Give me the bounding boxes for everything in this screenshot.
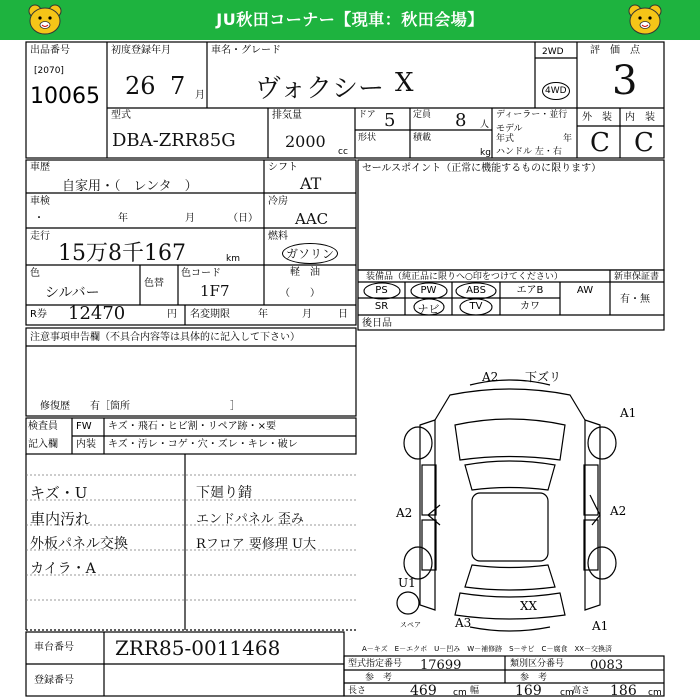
reg-no-label: 登録番号 — [34, 675, 74, 686]
shift-label: シフト — [268, 162, 298, 173]
displacement-value: 2000 — [285, 132, 326, 151]
lot-label: 出品番号 — [30, 45, 70, 56]
load-label: 積載 — [413, 133, 432, 143]
reg-month-unit: 月 — [195, 90, 205, 101]
handwritten-left-4: カイラ・A — [30, 561, 96, 577]
dealer-label: ディーラー・並行 — [496, 110, 568, 120]
shape-label: 形状 — [358, 133, 377, 143]
fuel-gas: ガソリン — [282, 243, 338, 264]
height-value: 186 — [610, 683, 637, 699]
length-value: 469 — [410, 683, 437, 699]
model-year-label: モデル 年式 — [496, 124, 523, 144]
mark-a3-rear: A3 — [455, 616, 472, 630]
ac-label: 冷房 — [268, 196, 288, 207]
length-label: 長さ — [348, 686, 367, 696]
reg-year: 26 — [125, 72, 156, 100]
equip-ps: PS — [375, 285, 388, 296]
mileage-value: 15万8千167 — [58, 241, 186, 266]
transfer-year: 年 — [258, 309, 268, 320]
interior-label: 内 装 — [625, 112, 655, 123]
interior-insp-items: キズ・汚レ・コゲ・穴・ズレ・キレ・破レ — [108, 439, 298, 450]
handwritten-right-1: 下廻り錆 — [196, 485, 252, 501]
recycle-yen: 円 — [167, 309, 177, 320]
name-label: 車名・グレード — [211, 45, 281, 56]
equip-pw: PW — [420, 285, 437, 296]
class-value: 0083 — [590, 658, 624, 673]
height-unit: cm — [648, 688, 662, 698]
repair-label: 修復歴 有［箇所 ］ — [40, 401, 240, 412]
lot-sub: [2070] — [34, 66, 64, 76]
car-diagram — [360, 365, 665, 635]
car-name: ヴォクシー — [255, 74, 384, 104]
kg-unit: kg — [480, 148, 491, 158]
drive-2wd: 2WD — [542, 47, 564, 57]
damage-legend: A－キズ E－エクボ U－凹み W－補修跡 S－サビ C－腐食 XX－交換済 — [362, 645, 613, 653]
banner-title: JU秋田コーナー【現車：秋田会場】 — [216, 10, 484, 29]
drive-4wd: 4WD — [542, 82, 570, 100]
aftermarket-label: 後日品 — [362, 318, 392, 329]
type-cert-value: 17699 — [420, 658, 462, 673]
rating-value: 3 — [612, 58, 638, 104]
handwritten-right-3: Rフロア 要修理 U大 — [196, 537, 317, 552]
warranty-value: 有・無 — [620, 294, 650, 305]
warranty-label: 新車保証書 — [614, 272, 660, 282]
chassis-value: ZRR85-0011468 — [115, 636, 281, 660]
width-unit: cm — [560, 688, 574, 698]
type-cert-ref: 参 考 — [365, 673, 393, 683]
model-label: 型式 — [111, 110, 131, 121]
spare-label: スペア — [400, 621, 421, 629]
capacity-label: 定員 — [413, 110, 432, 120]
door-value: 5 — [384, 110, 396, 131]
notes-label: 注意事項申告欄（不具合内容等は具体的に記入して下さい） — [30, 332, 300, 343]
mark-u1-spare: U1 — [398, 576, 416, 590]
mark-a2-right: A2 — [610, 504, 627, 518]
equip-abs: ABS — [466, 285, 486, 296]
mark-a2-left: A2 — [396, 506, 413, 520]
displacement-label: 排気量 — [272, 110, 302, 121]
mileage-label: 走行 — [30, 231, 50, 242]
inspector-label1: 検査員 — [28, 421, 58, 432]
interior-value: C — [634, 128, 654, 158]
equipment-label: 装備品（純正品に限りへ○印をつけてください） — [366, 272, 563, 282]
color-label: 色 — [30, 268, 40, 279]
fw-label: FW — [76, 421, 92, 432]
equip-tv: TV — [469, 301, 483, 312]
width-label: 幅 — [470, 686, 480, 696]
cc-unit: cc — [338, 147, 348, 157]
ac-value: AAC — [295, 210, 329, 228]
reg-label: 初度登録年月 — [111, 45, 171, 56]
class-label: 類別区分番号 — [510, 659, 565, 669]
capacity-unit: 人 — [480, 120, 490, 130]
mileage-unit: km — [226, 254, 240, 264]
chassis-label: 車台番号 — [34, 642, 74, 653]
use-value: 自家用・（ レンタ ） — [62, 179, 198, 194]
equipment-circles — [358, 282, 568, 316]
inspector-label2: 記入欄 — [28, 439, 58, 450]
sales-point-label: セールスポイント（正常に機能するものに限ります） — [362, 163, 602, 174]
rating-label: 評 価 点 — [590, 45, 640, 56]
color-code-label: 色コード — [181, 268, 221, 279]
inspection-year: 年 — [118, 213, 128, 224]
equip-aw: AW — [576, 285, 594, 296]
reg-month: 7 — [170, 72, 186, 100]
transfer-day: 日 — [338, 309, 348, 320]
handwritten-left-3: 外板パネル交換 — [30, 536, 128, 552]
color-value: シルバー — [45, 285, 100, 301]
mark-a1-right: A1 — [620, 406, 637, 420]
recycle-value: 12470 — [68, 303, 126, 324]
transfer-label: 名変期限 — [190, 309, 230, 320]
class-ref: 参 考 — [520, 673, 548, 683]
grade: X — [395, 68, 414, 98]
equip-leather: カワ — [520, 301, 540, 312]
mark-a1-rear: A1 — [592, 619, 609, 633]
shift-value: AT — [300, 174, 322, 193]
mark-a2-front: A2 — [482, 370, 499, 384]
handwritten-left-2: 車内汚れ — [30, 510, 91, 528]
year-unit: 年 — [563, 134, 573, 144]
equip-airbag: エアB — [516, 285, 544, 296]
exterior-value: C — [590, 128, 610, 158]
capacity-value: 8 — [455, 110, 467, 131]
length-unit: cm — [453, 688, 467, 698]
color-code-value: 1F7 — [200, 282, 230, 300]
fuel-paren: （ ） — [280, 288, 320, 299]
exterior-label: 外 装 — [582, 112, 612, 123]
interior-insp-label: 内装 — [76, 439, 96, 450]
recycle-label: R券 — [30, 309, 47, 320]
fuel-label: 燃料 — [268, 231, 288, 242]
inspection-dot: ・ — [34, 213, 44, 224]
handle-label: ハンドル 左・右 — [496, 147, 562, 157]
inspection-day: （日） — [228, 213, 258, 224]
handwritten-left-1: キズ・U — [30, 484, 88, 502]
color-change-label: 色替 — [144, 278, 164, 289]
door-label: ドア — [358, 110, 376, 120]
inspection-month: 月 — [185, 213, 195, 224]
use-label: 車歴 — [30, 162, 50, 173]
fw-items: キズ・飛石・ヒビ割・リペア跡・×要 — [108, 421, 276, 432]
mark-scratch-front: 下ズリ — [525, 370, 562, 384]
model-value: DBA-ZRR85G — [112, 130, 236, 151]
handwritten-right-2: エンドパネル 歪み — [196, 512, 304, 527]
mark-xx-rear: XX — [520, 599, 538, 613]
equip-navi: ナビ — [417, 303, 440, 316]
type-cert-label: 型式指定番号 — [348, 659, 403, 669]
fuel-diesel: 軽 油 — [290, 267, 320, 278]
lot-number: 10065 — [30, 84, 100, 109]
transfer-month: 月 — [302, 309, 312, 320]
equip-sr: SR — [374, 301, 389, 312]
height-label: 高さ — [572, 686, 591, 696]
width-value: 169 — [515, 683, 542, 699]
inspection-label: 車検 — [30, 196, 50, 207]
